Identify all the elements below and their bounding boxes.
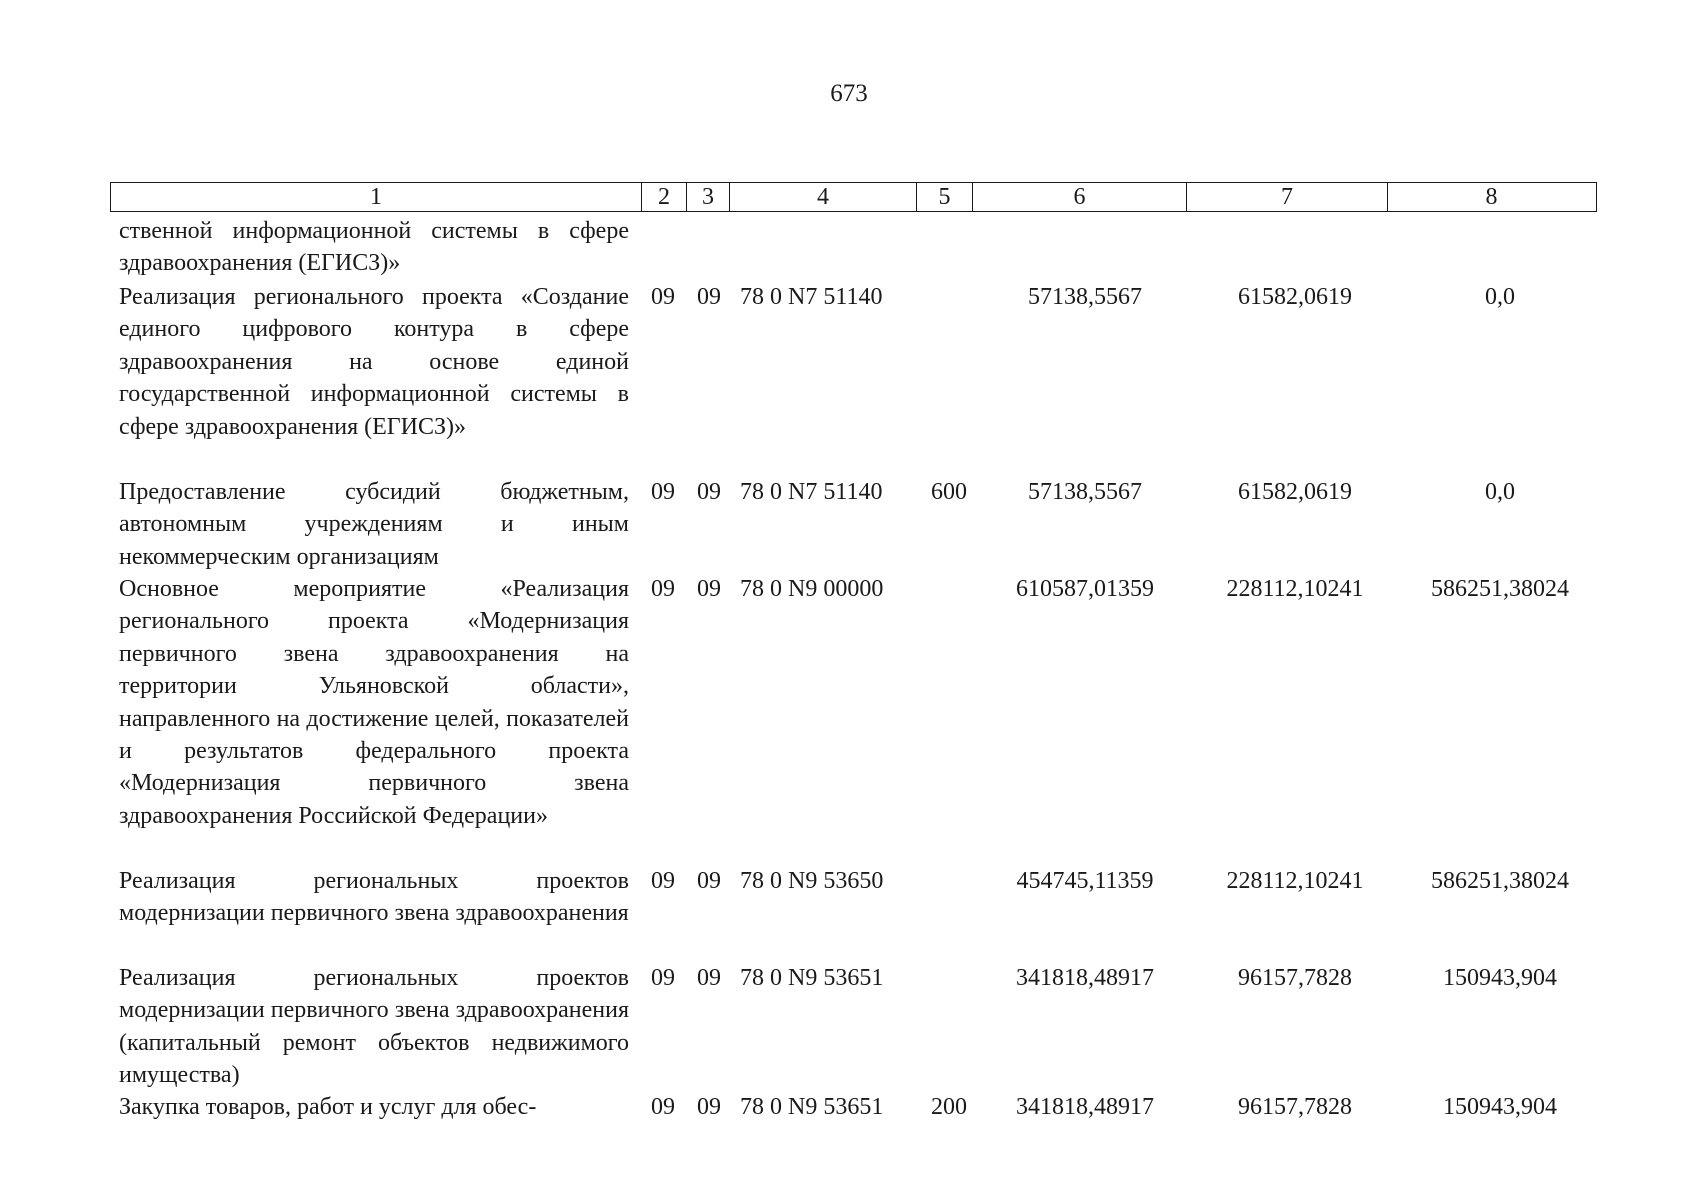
row-target-code: 78 0 N7 51140 bbox=[740, 284, 883, 310]
row-amount-8: 586251,38024 bbox=[1431, 868, 1569, 894]
header-col-5: 5 bbox=[917, 183, 973, 211]
row-subsection: 09 bbox=[697, 868, 721, 894]
row-subsection: 09 bbox=[697, 965, 721, 991]
row-subsection: 09 bbox=[697, 1094, 721, 1120]
row-amount-8: 586251,38024 bbox=[1431, 576, 1569, 602]
row-amount-6: 341818,48917 bbox=[1016, 1094, 1154, 1120]
row-amount-6: 57138,5567 bbox=[1028, 479, 1142, 505]
row-target-code: 78 0 N7 51140 bbox=[740, 479, 883, 505]
row-description: Предоставление субсидий бюджетным, автономным учреждениям и иным некоммерческим организациям bbox=[119, 479, 629, 570]
row-amount-6: 341818,48917 bbox=[1016, 965, 1154, 991]
row-amount-7: 228112,10241 bbox=[1226, 868, 1364, 894]
row-description: Реализация регионального проекта «Создание единого цифрового контура в сфере здравоохранения на основе единой государственной информационной системы в сфере здравоохранения (ЕГИСЗ)» bbox=[119, 284, 629, 440]
row-amount-7: 61582,0619 bbox=[1238, 284, 1352, 310]
row-description: ственной информационной системы в сфере здравоохранения (ЕГИСЗ)» bbox=[119, 218, 629, 277]
table-header-row bbox=[110, 182, 1597, 212]
row-amount-7: 96157,7828 bbox=[1238, 1094, 1352, 1120]
row-section: 09 bbox=[651, 284, 675, 310]
row-section: 09 bbox=[651, 1094, 675, 1120]
row-target-code: 78 0 N9 53651 bbox=[740, 1094, 884, 1120]
row-subsection: 09 bbox=[697, 479, 721, 505]
row-amount-7: 96157,7828 bbox=[1238, 965, 1352, 991]
row-amount-8: 0,0 bbox=[1485, 479, 1515, 505]
row-amount-8: 150943,904 bbox=[1443, 1094, 1557, 1120]
row-expense-type: 600 bbox=[931, 479, 967, 505]
header-col-2: 2 bbox=[642, 183, 687, 211]
row-amount-6: 610587,01359 bbox=[1016, 576, 1154, 602]
row-section: 09 bbox=[651, 479, 675, 505]
row-section: 09 bbox=[651, 868, 675, 894]
row-amount-6: 454745,11359 bbox=[1016, 868, 1154, 894]
row-section: 09 bbox=[651, 576, 675, 602]
row-amount-6: 57138,5567 bbox=[1028, 284, 1142, 310]
row-description: Реализация региональных проектов модернизации первичного звена здравоохранения bbox=[119, 868, 629, 927]
header-col-8: 8 bbox=[1485, 184, 1498, 210]
row-target-code: 78 0 N9 00000 bbox=[740, 576, 884, 602]
row-description: Закупка товаров, работ и услуг для обес- bbox=[119, 1094, 537, 1120]
header-col-7: 7 bbox=[1187, 183, 1388, 211]
row-expense-type: 200 bbox=[931, 1094, 967, 1120]
row-target-code: 78 0 N9 53651 bbox=[740, 965, 884, 991]
row-target-code: 78 0 N9 53650 bbox=[740, 868, 884, 894]
header-col-3: 3 bbox=[687, 183, 730, 211]
row-description: Реализация региональных проектов модернизации первичного звена здравоохранения (капитальный ремонт объектов недвижимого имущества) bbox=[119, 965, 629, 1089]
row-section: 09 bbox=[651, 965, 675, 991]
row-description: Основное мероприятие «Реализация регионального проекта «Модернизация первичного звена здравоохранения на территории Ульяновской области», направленного на достижение целей, показателей и результатов федерального проекта «Модернизация первичного звена здравоохранения Российской Федерации» bbox=[119, 576, 629, 829]
row-amount-8: 0,0 bbox=[1485, 284, 1515, 310]
row-amount-7: 61582,0619 bbox=[1238, 479, 1352, 505]
row-amount-8: 150943,904 bbox=[1443, 965, 1557, 991]
row-amount-7: 228112,10241 bbox=[1226, 576, 1364, 602]
page-number: 673 bbox=[830, 80, 868, 107]
header-col-4: 4 bbox=[730, 183, 917, 211]
header-col-6: 6 bbox=[973, 183, 1187, 211]
row-subsection: 09 bbox=[697, 576, 721, 602]
row-subsection: 09 bbox=[697, 284, 721, 310]
header-col-1: 1 bbox=[111, 183, 642, 211]
